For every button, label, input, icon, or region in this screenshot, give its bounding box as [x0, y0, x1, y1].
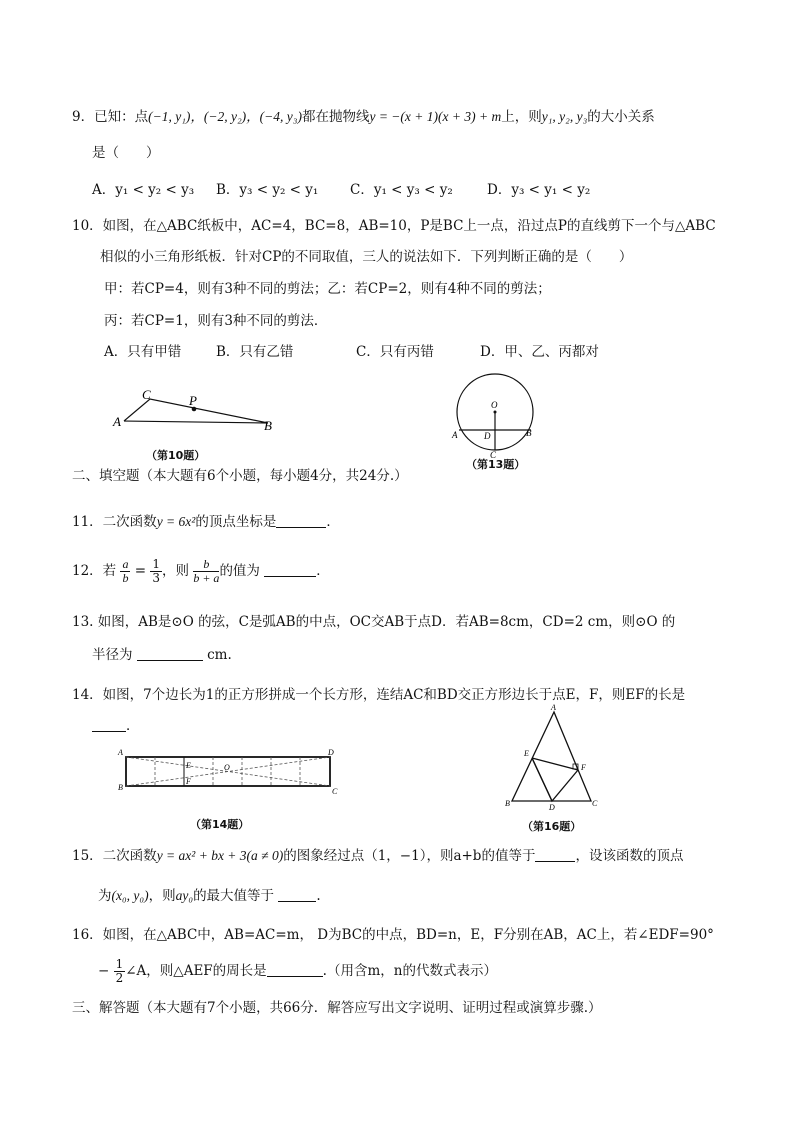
q15-line1: 15．二次函数y = ax² + bx + 3(a ≠ 0)的图象经过点（1，−1），则a+b的值等于 ，设该函数的顶点	[72, 848, 684, 864]
q10-option-d: D．甲、乙、丙都对	[480, 344, 599, 360]
q14-line2: ．	[92, 716, 140, 736]
q10-line4: 丙：若CP=1，则有3种不同的剪法．	[104, 313, 328, 329]
fig14-label-a: A	[118, 748, 123, 757]
q16-line1: 16．如图，在△ABC中，AB=AC=m， D为BC的中点，BD=n，E，F分别在AB，AC上，若∠EDF=90°	[72, 927, 714, 943]
q10-line1: 10．如图，在△ABC纸板中，AC=4，BC=8，AB=10，P是BC上一点，沿过点P的直线剪下一个与△ABC	[72, 218, 716, 234]
q15-blank2	[278, 887, 316, 902]
fig14-label-c: C	[332, 787, 338, 794]
fig13-label-a: A	[452, 430, 458, 440]
q10-line3: 甲：若CP=4，则有3种不同的剪法；乙：若CP=2，则有4种不同的剪法；	[104, 281, 551, 297]
q12-blank	[264, 562, 316, 577]
q11-blank	[276, 513, 326, 528]
figure-10	[108, 380, 288, 440]
fig13-label-c: C	[490, 450, 497, 458]
fig13-caption: （第13题）	[466, 458, 526, 471]
section3-heading: 三、解答题（本大题有7个小题，共66分．解答应写出文字说明、证明过程或演算步骤.）	[72, 1000, 602, 1016]
fig16-label-a: A	[551, 703, 556, 712]
section2-heading: 二、填空题（本大题有6个小题，每小题4分，共24分.）	[72, 468, 408, 484]
q14-blank	[92, 717, 126, 732]
figure-14	[112, 742, 342, 794]
fig10-label-p: P	[189, 393, 197, 408]
fig10-label-c: C	[142, 387, 151, 402]
q12: 12．若 $\frac{a}{b}$ = $\frac{1}{3}$ ，则 $\frac{b}{b + a}$ 的值为 ．	[72, 557, 330, 585]
q13-line1: 13. 如图，AB是⊙O 的弦，C是弧AB的中点，OC交AB于点D．若AB=8cm，CD=2 cm，则⊙O 的	[72, 614, 676, 630]
fig14-label-f: F	[186, 777, 191, 786]
figure-13	[448, 368, 538, 458]
fig14-label-d: D	[328, 748, 334, 757]
fig13-label-b: B	[526, 428, 532, 438]
q13-blank	[137, 646, 203, 661]
q9-option-b: B．y₃ < y₂ < y₁	[216, 182, 319, 198]
q9-line1: 9．已知：点(−1, y₁)，(−2, y₂)，(−4, y₃)都在抛物线y = −(x + 1)(x + 3) + m上，则y₁, y₂, y₃的大小关系	[72, 109, 655, 125]
fig13-label-d: D	[484, 431, 491, 441]
q15-line2: 为(x₀, y₀)，则ay₀的最大值等于 .	[98, 888, 321, 904]
q9-option-c: C．y₁ < y₃ < y₂	[350, 182, 453, 198]
q9-option-d: D．y₃ < y₁ < y₂	[487, 182, 591, 198]
q9-line2: 是（ ）	[92, 145, 160, 161]
q16-blank	[267, 962, 323, 977]
q10-option-a: A．只有甲错	[104, 344, 182, 360]
fig14-label-o: O	[224, 763, 230, 772]
q15-blank1	[535, 847, 575, 862]
fig16-label-e: E	[524, 749, 529, 758]
fig14-label-b: B	[118, 783, 123, 792]
fig16-label-c: C	[592, 799, 598, 808]
fig10-label-a: A	[113, 414, 121, 429]
q14-line1: 14．如图，7个边长为1的正方形拼成一个长方形，连结AC和BD交正方形边长于点E，F，则EF的长是	[72, 687, 686, 703]
q10-option-b: B．只有乙错	[216, 344, 294, 360]
q10-line2: 相似的小三角形纸板．针对CP的不同取值，三人的说法如下．下列判断正确的是（ ）	[100, 249, 633, 265]
fig16-label-f: F	[581, 763, 586, 772]
fig16-caption: （第16题）	[522, 820, 582, 833]
fig14-label-e: E	[186, 761, 191, 770]
fig10-caption: （第10题）	[146, 449, 206, 462]
fig14-caption: （第14题）	[190, 818, 250, 831]
fig16-label-d: D	[549, 803, 555, 812]
q16-line2: − $\frac{1}{2}$ ∠A，则△AEF的周长是 .（用含m，n的代数式表示）	[98, 957, 497, 985]
figure-16	[500, 700, 610, 812]
fig13-label-o: O	[491, 400, 498, 410]
q13-line2: 半径为 cm.	[92, 647, 232, 663]
fig10-label-b: B	[264, 418, 272, 433]
q9-option-a: A．y₁ < y₂ < y₃	[92, 182, 195, 198]
q11: 11．二次函数y = 6x²的顶点坐标是 ．	[72, 514, 340, 530]
fig16-label-b: B	[505, 799, 510, 808]
q10-option-c: C．只有丙错	[356, 344, 434, 360]
